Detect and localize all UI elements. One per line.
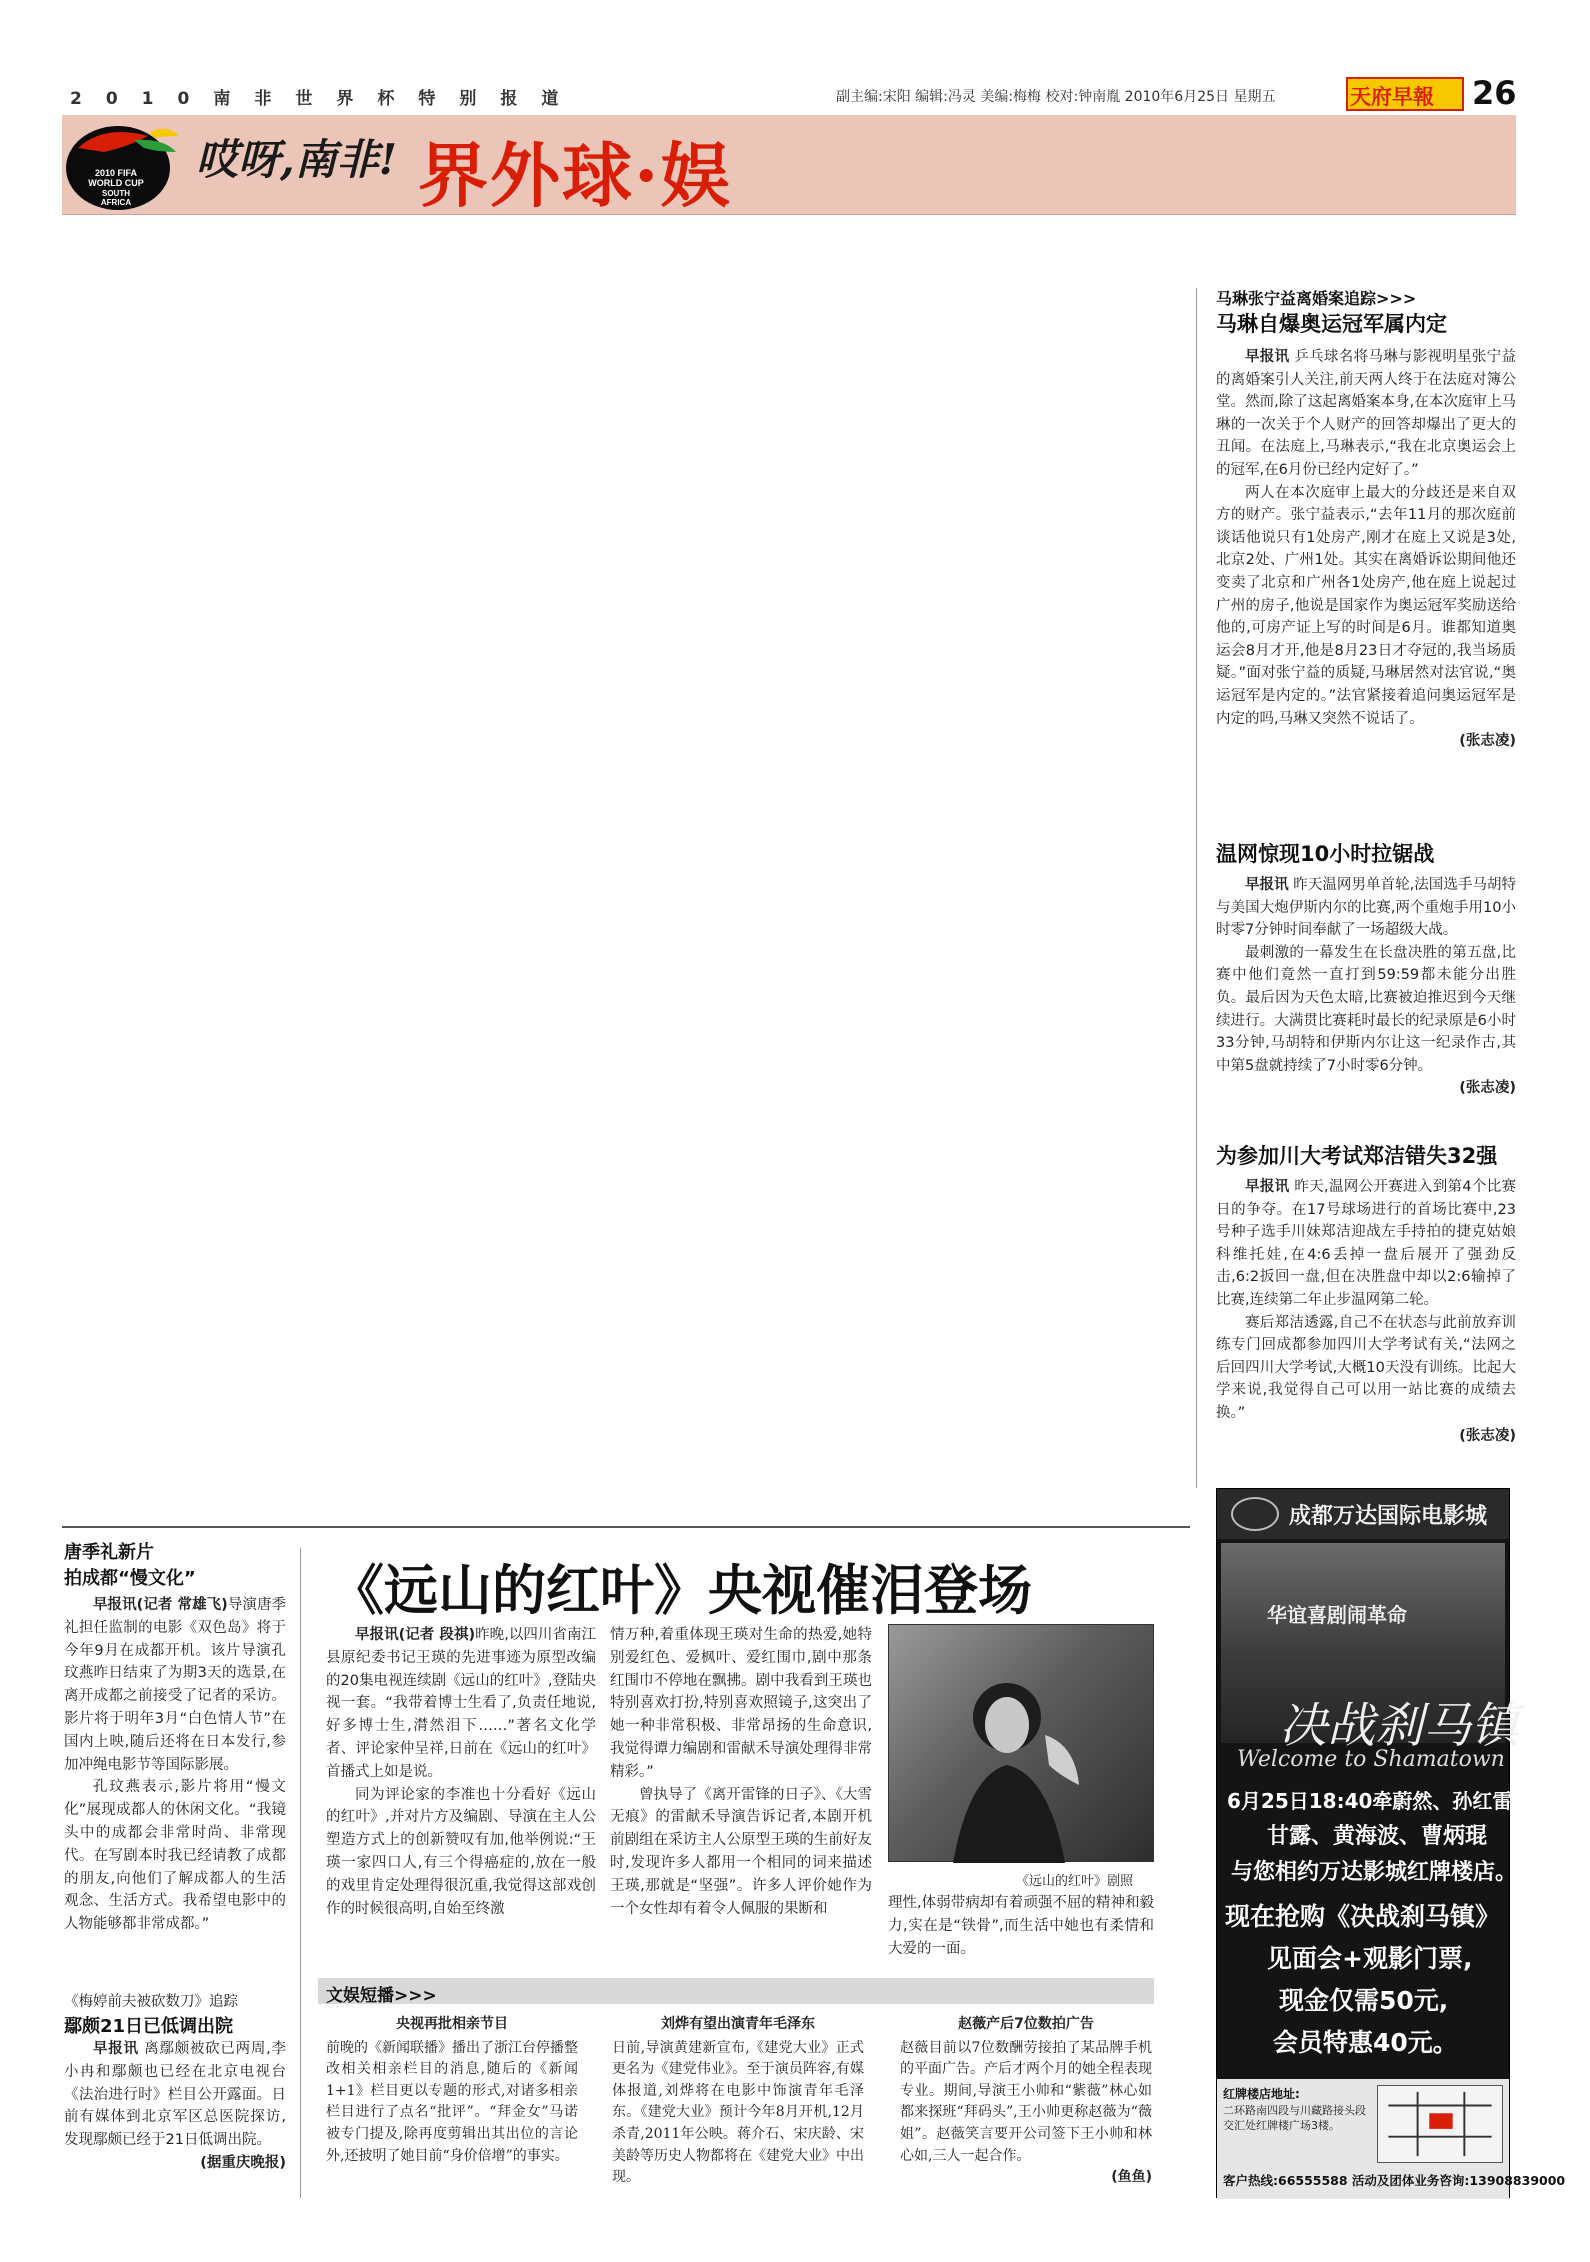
ad-line: 与您相约万达影城红牌楼店。 bbox=[1231, 1860, 1518, 1885]
main-story-column bbox=[610, 1624, 872, 1920]
svg-text:SOUTH: SOUTH bbox=[102, 189, 130, 198]
briefs-bar bbox=[318, 1978, 1154, 2004]
poster-tagline: 华谊喜剧闹革命 bbox=[1267, 1603, 1407, 1627]
story-paragraph: 最刺激的一幕发生在长盘决胜的第五盘,比赛中他们竟然一直打到59:59都未能分出胜负。最后因为天色太暗,比赛被迫推迟到今天继续进行。大满贯比赛耗时最长的纪录原是6小时33分钟,马胡特和伊斯内尔让这一纪录作古,其中第5盘就持续了7小时零6分钟。 bbox=[1216, 944, 1516, 1074]
section-rule bbox=[62, 1526, 1190, 1528]
svg-text:AFRICA: AFRICA bbox=[100, 198, 132, 207]
story-lead: 早报讯 bbox=[1245, 1179, 1290, 1195]
headline-line: 拍成都“慢文化” bbox=[64, 1568, 196, 1589]
address-text: 二环路南四段与川藏路接头段交汇处红牌楼广场3楼。 bbox=[1223, 2104, 1366, 2132]
story-headline: 马琳自爆奥运冠军属内定 bbox=[1216, 312, 1447, 336]
column-divider bbox=[1196, 288, 1197, 1488]
svg-text:WORLD CUP: WORLD CUP bbox=[88, 178, 144, 188]
photo-figure bbox=[889, 1625, 1155, 1863]
ad-line: 会员特惠40元。 bbox=[1273, 2028, 1458, 2057]
story-body bbox=[1216, 874, 1516, 1100]
svg-text:2010 FIFA: 2010 FIFA bbox=[94, 168, 138, 178]
cinema-name: 成都万达国际电影城 bbox=[1289, 1504, 1488, 1529]
story-paragraph: 情万种,着重体现王瑛对生命的热爱,她特别爱红色、爱枫叶、爱红围巾,剧中那条红围巾不停地在飘拂。剧中我看到王瑛也特别喜欢打扮,特别喜欢照镜子,这突出了她一种非常积极、非常昂扬的生命意识,我觉得谭力编剧和雷献禾导演处理得非常精彩。” bbox=[610, 1627, 872, 1780]
page-number: 26 bbox=[1472, 74, 1517, 112]
drama-still-photo bbox=[888, 1624, 1154, 1862]
brief-item bbox=[326, 2014, 578, 2167]
ad-line: 甘露、黄海波、曹炳琨 bbox=[1267, 1824, 1488, 1849]
series-title: 2010南非世界杯特别报道 bbox=[70, 89, 583, 109]
newspaper-brand: 天府早報 bbox=[1350, 84, 1434, 109]
banner-slogan: 哎呀,南非! bbox=[196, 135, 398, 184]
story-paragraph: 离鄢颇被砍已两周,李小冉和鄢颇也已经在北京电视台《法治进行时》栏目公开露面。日前有媒体到北京军区总医院探访,发现鄢颇已经于21日低调出院。 bbox=[64, 2041, 287, 2149]
blank-ad-space bbox=[62, 218, 1188, 1528]
story-headline: 鄢颇21日已低调出院 bbox=[64, 2016, 234, 2037]
story-kicker: 马琳张宁益离婚案追踪>>> bbox=[1216, 289, 1417, 308]
brief-text: 日前,导演黄建新宣布,《建党大业》正式更名为《建党伟业》。至于演员阵容,有媒体报道,刘烨将在电影中饰演青年毛泽东。《建党大业》预计今年8月开机,12月杀青,2011年公映。蒋介石、宋庆龄、宋美龄等历史人物都将在《建党大业》中出现。 bbox=[612, 2039, 864, 2186]
address-label: 红牌楼店地址: bbox=[1223, 2087, 1300, 2101]
section-title: 界外球·娱 bbox=[418, 134, 733, 217]
ad-line: 现金仅需50元, bbox=[1279, 1986, 1449, 2015]
cinema-logo-icon bbox=[1231, 1497, 1279, 1531]
brief-item bbox=[900, 2014, 1152, 2189]
story-lead: 早报讯 bbox=[1245, 877, 1289, 893]
story-body bbox=[1216, 346, 1516, 753]
photo-caption: 《远山的红叶》剧照 bbox=[1016, 1874, 1134, 1889]
story-paragraph: 同为评论家的李准也十分看好《远山的红叶》,并对片方及编剧、导演在主人公塑造方式上的创新赞叹有加,他举例说:“王瑛一家四口人,有三个得癌症的,放在一般的戏里肯定处理得很沉重,我觉得这部戏创作的时候很高明,自始至终激 bbox=[326, 1786, 596, 1917]
main-story-column bbox=[326, 1624, 596, 1920]
editor-credits: 副主编:宋阳 编辑:冯灵 美编:梅梅 校对:钟南胤 2010年6月25日 星期五 bbox=[836, 89, 1276, 105]
ad-line: 现在抢购《决战刹马镇》 bbox=[1225, 1902, 1501, 1931]
brief-text: 赵薇目前以7位数酬劳接拍了某品牌手机的平面广告。产后才两个月的她全程表现专业。期间,导演王小帅和“紫薇”林心如都来探班“拜码头”,王小帅更称赵薇为“薇姐”。赵薇笑言要开公司签下王小帅和林心如,三人一起合作。 bbox=[900, 2039, 1152, 2164]
ad-header bbox=[1217, 1489, 1509, 1539]
story-paragraph: 导演唐季礼担任监制的电影《双色岛》将于今年9月在成都开机。该片导演孔玟燕昨日结束了为期3天的选景,在离开成都之前接受了记者的采访。影片将于明年3月“白色情人节”在国内上映,随后还将在日本发行,参加冲绳电影节等国际影展。 bbox=[64, 1597, 286, 1773]
main-story-column bbox=[888, 1892, 1154, 1960]
story-paragraph: 昨天,温网公开赛进入到第4个比赛日的争夺。在17号球场进行的首场比赛中,23号种子选手川妹郑洁迎战左手持拍的捷克姑娘科维托娃,在4:6丢掉一盘后展开了强劲反击,6:2扳回一盘,但在决胜盘中却以2:6输掉了比赛,连续第二年止步温网第二轮。 bbox=[1216, 1179, 1517, 1308]
film-title-english: Welcome to Shamatown bbox=[1237, 1747, 1505, 1772]
ad-line: 6月25日18:40牵蔚然、孙红雷、 bbox=[1227, 1789, 1533, 1813]
main-headline: 《远山的红叶》央视催泪登场 bbox=[330, 1558, 1032, 1622]
story-body bbox=[1216, 1176, 1516, 1447]
story-lead: 早报讯(记者 段祺) bbox=[355, 1627, 476, 1643]
story-headline: 为参加川大考试郑洁错失32强 bbox=[1216, 1144, 1498, 1168]
brief-signature: (鱼鱼) bbox=[1111, 2169, 1152, 2186]
story-headline: 温网惊现10小时拉锯战 bbox=[1216, 842, 1435, 866]
film-title: 决战刹马镇 bbox=[1279, 1698, 1520, 1754]
column-divider bbox=[300, 1548, 301, 2198]
story-paragraph: 曾执导了《离开雷锋的日子》、《大雪无痕》的雷献禾导演告诉记者,本剧开机前剧组在采访主人公原型王瑛的生前好友时,发现许多人都用一个相同的词来描述王瑛,那就是“坚强”。许多人评价她作为一个女性却有着令人佩服的果断和 bbox=[610, 1786, 872, 1917]
story-lead: 早报讯 bbox=[1245, 349, 1290, 365]
brief-item bbox=[612, 2014, 864, 2189]
story-body bbox=[64, 1594, 286, 1936]
story-signature: (张志凌) bbox=[1459, 1080, 1516, 1097]
story-lead: 早报讯(记者 常雄飞) bbox=[93, 1597, 228, 1613]
story-paragraph: 孔玟燕表示,影片将用“慢文化”展现成都人的休闲文化。“我镜头中的成都会非常时尚、非常现代。在写剧本时我已经请教了成都的朋友,向他们了解成都人的生活观念、生活方式。我希望电影中的人物能够都非常成都。” bbox=[64, 1779, 286, 1933]
brief-headline: 赵薇产后7位数拍广告 bbox=[958, 2016, 1094, 2032]
story-paragraph: 乒乓球名将马琳与影视明星张宁益的离婚案引人关注,前天两人终于在法庭对簿公堂。然而,除了这起离婚案本身,在本次庭审上马琳的一次关于个人财产的回答却爆出了更大的丑闻。在法庭上,马琳表示,“我在北京奥运会上的冠军,在6月份已经内定好了。” bbox=[1216, 349, 1517, 478]
location-map-icon bbox=[1377, 2085, 1503, 2163]
briefs-label: 文娱短播>>> bbox=[326, 1986, 437, 2006]
story-paragraph: 理性,体弱带病却有着顽强不屈的精神和毅力,实在是“铁骨”,而生活中她也有柔情和大爱的一面。 bbox=[888, 1895, 1154, 1957]
story-signature: (据重庆晚报) bbox=[200, 2154, 286, 2171]
ad-line: 见面会+观影门票, bbox=[1267, 1944, 1473, 1973]
ad-address-box bbox=[1217, 2079, 1566, 2199]
story-signature: (张志凌) bbox=[1459, 733, 1516, 750]
story-lead: 早报讯 bbox=[93, 2041, 139, 2057]
story-paragraph: 两人在本次庭审上最大的分歧还是来自双方的财产。张宁益表示,“去年11月的那次庭前谈话他说只有1处房产,刚才在庭上又说是3处,北京2处、广州1处。其实在离婚诉讼期间他还变卖了北京和广州各1处房产,他在庭上说起过广州的房子,他说是国家作为奥运冠军奖励送给他的,可房产证上写的时间是6月。谁都知道奥运会8月才开,他是8月23日才夺冠的,我当场质疑。”面对张宁益的质疑,马琳居然对法官说,“奥运冠军是内定的。”法官紧接着追问奥运冠军是内定的吗,马琳又突然不说话了。 bbox=[1216, 484, 1516, 727]
story-paragraph: 昨天温网男单首轮,法国选手马胡特与美国大炮伊斯内尔的比赛,两个重炮手用10小时零7分钟时间奉献了一场超级大战。 bbox=[1216, 877, 1517, 939]
story-kicker: 《梅婷前夫被砍数刀》追踪 bbox=[64, 1994, 238, 2010]
story-body bbox=[64, 2038, 286, 2175]
brief-text: 前晚的《新闻联播》播出了浙江台停播整改相关相亲栏目的消息,随后的《新闻1+1》栏目更以专题的形式,对诸多相亲栏目进行了点名“批评”。“拜金女”马诺被专门提及,除再度剪辑出其出位的言论外,还披明了她目前“身价倍增”的事实。 bbox=[326, 2039, 578, 2164]
brief-headline: 刘烨有望出演青年毛泽东 bbox=[661, 2016, 815, 2032]
world-cup-logo bbox=[64, 118, 182, 212]
cinema-advertisement bbox=[1216, 1488, 1566, 2198]
story-paragraph: 赛后郑洁透露,自己不在状态与此前放弃训练专门回成都参加四川大学考试有关,“法网之后回四川大学考试,大概10天没有训练。比起大学来说,我觉得自己可以用一站比赛的成绩去换。” bbox=[1216, 1314, 1516, 1421]
story-paragraph: 昨晚,以四川省南江县原纪委书记王瑛的先进事迹为原型改编的20集电视连续剧《远山的红叶》,登陆央视一套。“我带着博士生看了,负责任地说,好多博士生,潸然泪下……”著名文化学者、评论家仲呈祥,日前在《远山的红叶》首播式上如是说。 bbox=[326, 1627, 596, 1780]
ad-phone: 客户热线:66555588 活动及团体业务咨询:13908839000 bbox=[1223, 2173, 1566, 2188]
headline-line: 唐季礼新片 bbox=[64, 1542, 154, 1563]
story-signature: (张志凌) bbox=[1459, 1427, 1516, 1444]
brief-headline: 央视再批相亲节目 bbox=[396, 2016, 508, 2032]
story-headline bbox=[64, 1538, 286, 1590]
